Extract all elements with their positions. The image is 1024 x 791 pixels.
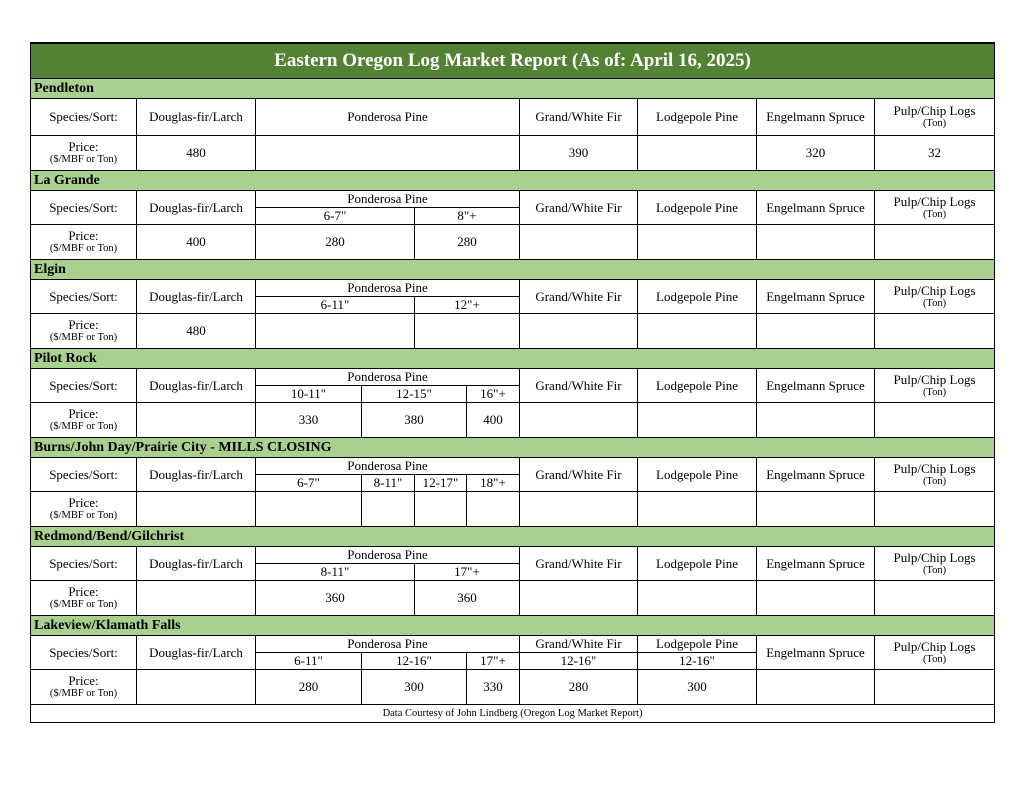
price-cell: 480: [137, 136, 256, 171]
sort-label: 8-11": [362, 475, 415, 492]
col-pulp-chip-logs: Pulp/Chip Logs (Ton): [875, 636, 995, 670]
price-cell: 360: [415, 581, 520, 616]
col-pulp-chip-logs: Pulp/Chip Logs (Ton): [875, 369, 995, 403]
col-grand-white-fir: Grand/White Fir: [520, 191, 638, 225]
col-pulp-chip-logs: Pulp/Chip Logs (Ton): [875, 458, 995, 492]
col-grand-white-fir: Grand/White Fir: [520, 280, 638, 314]
col-engelmann-spruce: Engelmann Spruce: [757, 191, 875, 225]
price-cell: 480: [137, 314, 256, 349]
price-cell: [137, 403, 256, 438]
price-cell: [520, 581, 638, 616]
sort-label: 16"+: [467, 386, 520, 403]
price-cell: [256, 492, 362, 527]
col-lodgepole-pine: Lodgepole Pine: [638, 191, 757, 225]
price-cell: [256, 136, 520, 171]
price-cell: [520, 403, 638, 438]
col-pulp-chip-logs: Pulp/Chip Logs (Ton): [875, 191, 995, 225]
price-cell: [520, 314, 638, 349]
price-cell: [638, 403, 757, 438]
price-label: Price: ($/MBF or Ton): [31, 670, 137, 705]
price-cell: 300: [638, 670, 757, 705]
sort-label: 6-11": [256, 653, 362, 670]
col-ponderosa-pine: Ponderosa Pine: [256, 280, 520, 297]
price-cell: [875, 670, 995, 705]
col-pulp-chip-logs: Pulp/Chip Logs (Ton): [875, 280, 995, 314]
col-lodgepole-pine: Lodgepole Pine: [638, 636, 757, 653]
price-cell: [757, 314, 875, 349]
col-lodgepole-pine: Lodgepole Pine: [638, 280, 757, 314]
col-grand-white-fir: Grand/White Fir: [520, 99, 638, 136]
price-cell: [638, 314, 757, 349]
col-pulp-chip-logs: Pulp/Chip Logs (Ton): [875, 99, 995, 136]
price-cell: 400: [467, 403, 520, 438]
price-cell: 280: [256, 670, 362, 705]
col-lodgepole-pine: Lodgepole Pine: [638, 99, 757, 136]
sort-label: 6-7": [256, 208, 415, 225]
price-cell: 300: [362, 670, 467, 705]
footer-credit: Data Courtesy of John Lindberg (Oregon Log Market Report): [31, 705, 995, 723]
price-label: Price: ($/MBF or Ton): [31, 403, 137, 438]
price-cell: 320: [757, 136, 875, 171]
sort-label: 17"+: [415, 564, 520, 581]
price-cell: [875, 492, 995, 527]
location-burns: Burns/John Day/Prairie City - MILLS CLOSING: [31, 438, 995, 458]
col-ponderosa-pine: Ponderosa Pine: [256, 458, 520, 475]
species-sort-label: Species/Sort:: [31, 99, 137, 136]
sort-label: 6-7": [256, 475, 362, 492]
col-grand-white-fir: Grand/White Fir: [520, 636, 638, 653]
price-label: Price: ($/MBF or Ton): [31, 581, 137, 616]
location-redmond: Redmond/Bend/Gilchrist: [31, 527, 995, 547]
price-cell: 280: [415, 225, 520, 260]
price-label: Price: ($/MBF or Ton): [31, 225, 137, 260]
col-ponderosa-pine: Ponderosa Pine: [256, 99, 520, 136]
col-engelmann-spruce: Engelmann Spruce: [757, 458, 875, 492]
log-market-table: [30, 42, 995, 723]
location-pendleton: Pendleton: [31, 79, 995, 99]
report-title: Eastern Oregon Log Market Report (As of: April 16, 2025): [31, 43, 995, 79]
sort-label: 8-11": [256, 564, 415, 581]
sort-label: 12-15": [362, 386, 467, 403]
col-grand-white-fir: Grand/White Fir: [520, 458, 638, 492]
price-cell: [757, 403, 875, 438]
price-label: Price: ($/MBF or Ton): [31, 136, 137, 171]
price-cell: [757, 225, 875, 260]
sort-label: 12"+: [415, 297, 520, 314]
price-cell: [137, 670, 256, 705]
price-cell: [467, 492, 520, 527]
sort-label: 10-11": [256, 386, 362, 403]
species-sort-label: Species/Sort:: [31, 458, 137, 492]
sort-label: 12-16": [638, 653, 757, 670]
species-sort-label: Species/Sort:: [31, 280, 137, 314]
sort-label: 17"+: [467, 653, 520, 670]
price-cell: 390: [520, 136, 638, 171]
price-cell: [137, 581, 256, 616]
col-grand-white-fir: Grand/White Fir: [520, 547, 638, 581]
col-douglas-fir-larch: Douglas-fir/Larch: [137, 369, 256, 403]
col-ponderosa-pine: Ponderosa Pine: [256, 547, 520, 564]
price-cell: [875, 403, 995, 438]
price-cell: [415, 314, 520, 349]
price-cell: [362, 492, 415, 527]
price-cell: 330: [467, 670, 520, 705]
price-cell: [638, 492, 757, 527]
price-cell: 280: [520, 670, 638, 705]
location-la-grande: La Grande: [31, 171, 995, 191]
col-grand-white-fir: Grand/White Fir: [520, 369, 638, 403]
price-cell: [638, 581, 757, 616]
price-cell: 280: [256, 225, 415, 260]
col-ponderosa-pine: Ponderosa Pine: [256, 191, 520, 208]
price-cell: 360: [256, 581, 415, 616]
col-engelmann-spruce: Engelmann Spruce: [757, 99, 875, 136]
price-cell: 380: [362, 403, 467, 438]
price-label: Price: ($/MBF or Ton): [31, 492, 137, 527]
col-engelmann-spruce: Engelmann Spruce: [757, 369, 875, 403]
price-cell: [520, 225, 638, 260]
price-cell: 32: [875, 136, 995, 171]
col-douglas-fir-larch: Douglas-fir/Larch: [137, 280, 256, 314]
col-pulp-chip-logs: Pulp/Chip Logs (Ton): [875, 547, 995, 581]
location-elgin: Elgin: [31, 260, 995, 280]
col-douglas-fir-larch: Douglas-fir/Larch: [137, 636, 256, 670]
col-engelmann-spruce: Engelmann Spruce: [757, 280, 875, 314]
col-ponderosa-pine: Ponderosa Pine: [256, 369, 520, 386]
price-cell: [256, 314, 415, 349]
price-cell: 330: [256, 403, 362, 438]
price-cell: [757, 670, 875, 705]
sort-label: 6-11": [256, 297, 415, 314]
price-cell: 400: [137, 225, 256, 260]
species-sort-label: Species/Sort:: [31, 191, 137, 225]
col-douglas-fir-larch: Douglas-fir/Larch: [137, 99, 256, 136]
sort-label: 18"+: [467, 475, 520, 492]
price-cell: [638, 225, 757, 260]
location-pilot-rock: Pilot Rock: [31, 349, 995, 369]
price-cell: [638, 136, 757, 171]
sort-label: 12-16": [362, 653, 467, 670]
location-lakeview: Lakeview/Klamath Falls: [31, 616, 995, 636]
col-engelmann-spruce: Engelmann Spruce: [757, 636, 875, 670]
col-lodgepole-pine: Lodgepole Pine: [638, 547, 757, 581]
price-cell: [875, 225, 995, 260]
price-cell: [520, 492, 638, 527]
price-cell: [757, 581, 875, 616]
price-cell: [757, 492, 875, 527]
sort-label: 8"+: [415, 208, 520, 225]
col-lodgepole-pine: Lodgepole Pine: [638, 458, 757, 492]
price-cell: [875, 581, 995, 616]
species-sort-label: Species/Sort:: [31, 636, 137, 670]
species-sort-label: Species/Sort:: [31, 547, 137, 581]
col-engelmann-spruce: Engelmann Spruce: [757, 547, 875, 581]
sort-label: 12-17": [415, 475, 467, 492]
col-douglas-fir-larch: Douglas-fir/Larch: [137, 458, 256, 492]
col-ponderosa-pine: Ponderosa Pine: [256, 636, 520, 653]
price-label: Price: ($/MBF or Ton): [31, 314, 137, 349]
col-douglas-fir-larch: Douglas-fir/Larch: [137, 547, 256, 581]
price-cell: [137, 492, 256, 527]
species-sort-label: Species/Sort:: [31, 369, 137, 403]
sort-label: 12-16": [520, 653, 638, 670]
price-cell: [415, 492, 467, 527]
price-cell: [875, 314, 995, 349]
col-douglas-fir-larch: Douglas-fir/Larch: [137, 191, 256, 225]
col-lodgepole-pine: Lodgepole Pine: [638, 369, 757, 403]
